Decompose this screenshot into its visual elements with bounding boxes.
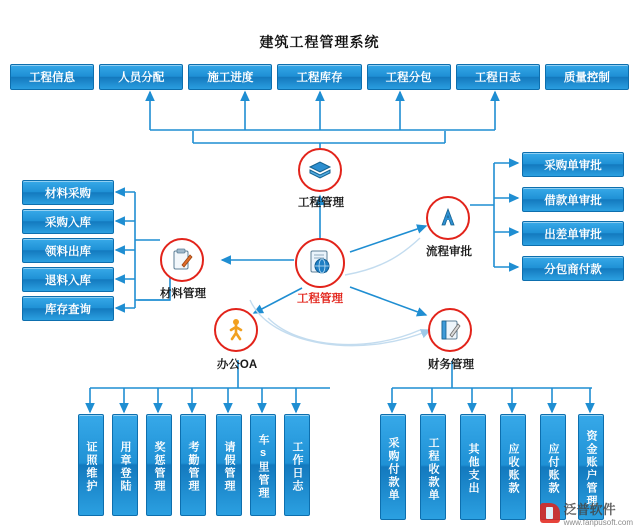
top-tab-bar xyxy=(10,64,629,88)
book-icon xyxy=(307,157,333,183)
node-finance-management-label: 财务管理 xyxy=(428,359,474,371)
node-office-oa-label: 办公OA xyxy=(216,359,258,371)
item-purchase-order-approval[interactable]: 采购单审批 xyxy=(522,152,624,177)
document-globe-icon xyxy=(305,248,335,278)
node-office-oa[interactable] xyxy=(214,308,258,352)
tab-engineering-inventory[interactable]: 工程库存 xyxy=(277,64,361,90)
notebook-pen-icon xyxy=(437,317,463,343)
node-material-management-label: 材料管理 xyxy=(160,288,206,300)
item-license-maintenance[interactable]: 证照维护 xyxy=(78,414,104,516)
tab-engineering-log[interactable]: 工程日志 xyxy=(456,64,540,90)
item-accounts-payable[interactable]: 应付账款 xyxy=(540,414,566,520)
tab-construction-progress[interactable]: 施工进度 xyxy=(188,64,272,90)
tab-quality-control[interactable]: 质量控制 xyxy=(545,64,629,90)
item-travel-order-approval[interactable]: 出差单审批 xyxy=(522,221,624,246)
item-material-outbound[interactable]: 领料出库 xyxy=(22,238,114,263)
watermark xyxy=(540,499,633,527)
tab-engineering-subcontract[interactable]: 工程分包 xyxy=(367,64,451,90)
node-process-approval[interactable] xyxy=(426,196,470,240)
node-finance-management[interactable] xyxy=(428,308,472,352)
node-engineering-top-label: 工程管理 xyxy=(298,197,344,209)
node-center-engineering-label: 工程管理 xyxy=(297,293,343,305)
item-fund-account-management[interactable]: 资金账户管理 xyxy=(578,414,604,520)
flow-branch-icon xyxy=(435,205,461,231)
item-material-return[interactable]: 退料入库 xyxy=(22,267,114,292)
logo-icon xyxy=(540,503,560,523)
watermark-url: www.fanpusoft.com xyxy=(563,518,633,527)
item-material-purchase[interactable]: 材料采购 xyxy=(22,180,114,205)
node-material-management[interactable] xyxy=(160,238,204,282)
item-engineering-receipt-order[interactable]: 工程收款单 xyxy=(420,414,446,520)
item-work-log[interactable]: 工作日志 xyxy=(284,414,310,516)
item-reward-punishment[interactable]: 奖惩管理 xyxy=(146,414,172,516)
item-leave-management[interactable]: 请假管理 xyxy=(216,414,242,516)
clipboard-pen-icon xyxy=(169,247,195,273)
person-walking-icon xyxy=(223,317,249,343)
page-title: 建筑工程管理系统 xyxy=(259,34,380,50)
item-attendance-management[interactable]: 考勤管理 xyxy=(180,414,206,516)
item-purchase-inbound[interactable]: 采购入库 xyxy=(22,209,114,234)
watermark-name: 泛普软件 xyxy=(563,502,616,517)
item-vehicle-management[interactable]: 车s里管理 xyxy=(250,414,276,516)
item-other-expenses[interactable]: 其他支出 xyxy=(460,414,486,520)
item-loan-order-approval[interactable]: 借款单审批 xyxy=(522,187,624,212)
item-purchase-payment-order[interactable]: 采购付款单 xyxy=(380,414,406,520)
item-accounts-receivable[interactable]: 应收账款 xyxy=(500,414,526,520)
item-inventory-query[interactable]: 库存查询 xyxy=(22,296,114,321)
item-seal-registration[interactable]: 用章登陆 xyxy=(112,414,138,516)
tab-staff-allocation[interactable]: 人员分配 xyxy=(99,64,183,90)
node-engineering-top[interactable] xyxy=(298,148,342,192)
tab-engineering-info[interactable]: 工程信息 xyxy=(10,64,94,90)
item-subcontractor-payment[interactable]: 分包商付款 xyxy=(522,256,624,281)
node-process-approval-label: 流程审批 xyxy=(426,246,472,258)
node-center-engineering[interactable] xyxy=(295,238,345,288)
